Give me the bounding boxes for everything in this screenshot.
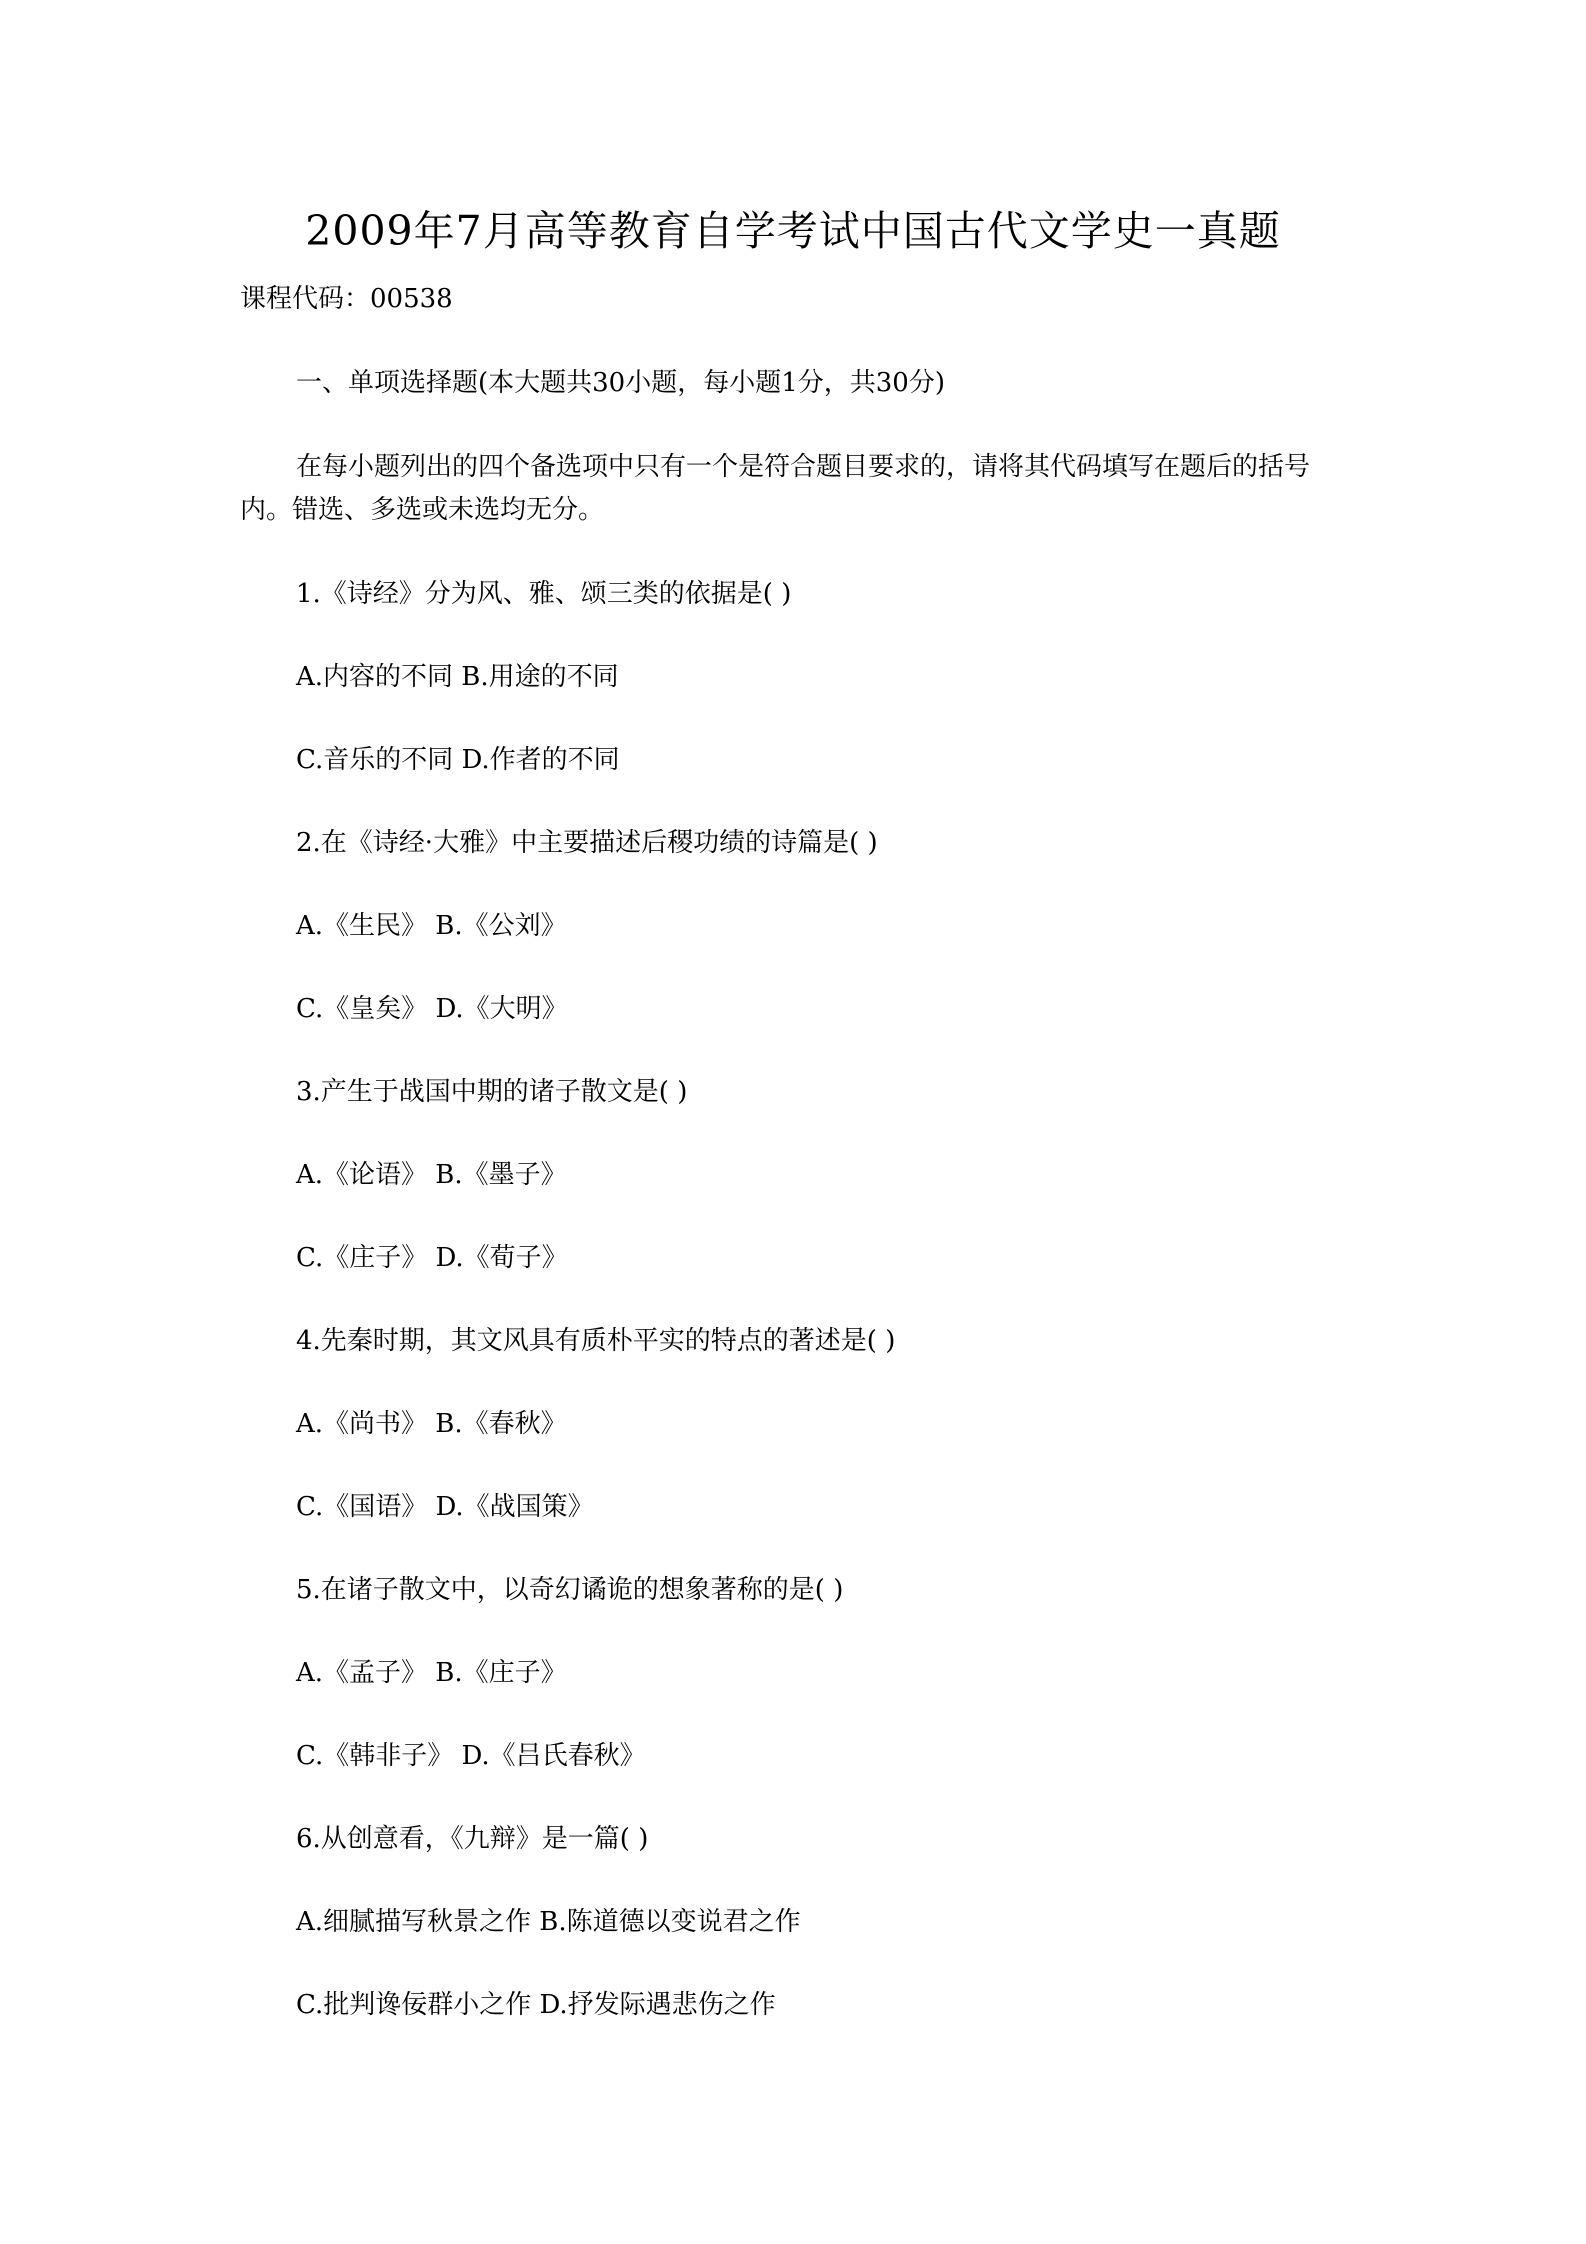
question-options: C.《庄子》 D.《荀子》 — [296, 1243, 568, 1273]
question-options: A.内容的不同 B.用途的不同 — [296, 662, 619, 692]
question-stem: 2.在《诗经·大雅》中主要描述后稷功绩的诗篇是( ) — [296, 828, 878, 858]
document-title: 2009年7月高等教育自学考试中国古代文学史一真题 — [305, 207, 1281, 255]
instructions-paragraph: 在每小题列出的四个备选项中只有一个是符合题目要求的，请将其代码填写在题后的括号内。错选、多选或未选均无分。 — [240, 452, 1311, 525]
question-options: C.《皇矣》 D.《大明》 — [296, 994, 568, 1024]
question-stem: 1.《诗经》分为风、雅、颂三类的依据是( ) — [296, 579, 792, 609]
question-stem: 3.产生于战国中期的诸子散文是( ) — [296, 1077, 688, 1107]
question-options: C.《国语》 D.《战国策》 — [296, 1492, 594, 1522]
question-stem: 6.从创意看，《九辩》是一篇( ) — [296, 1824, 649, 1854]
question-options: C.音乐的不同 D.作者的不同 — [296, 745, 620, 775]
section-heading: 一、单项选择题(本大题共30小题，每小题1分，共30分) — [296, 368, 945, 398]
course-code: 课程代码：00538 — [240, 284, 453, 314]
question-options: A.《生民》 B.《公刘》 — [296, 911, 567, 941]
question-options: A.《孟子》 B.《庄子》 — [296, 1658, 567, 1688]
question-stem: 4.先秦时期，其文风具有质朴平实的特点的著述是( ) — [296, 1326, 896, 1356]
question-options: A.《论语》 B.《墨子》 — [296, 1160, 567, 1190]
question-options: A.《尚书》 B.《春秋》 — [296, 1409, 567, 1439]
question-options: C.《韩非子》 D.《吕氏春秋》 — [296, 1741, 646, 1771]
question-options: C.批判谗佞群小之作 D.抒发际遇悲伤之作 — [296, 1990, 776, 2020]
question-options: A.细腻描写秋景之作 B.陈道德以变说君之作 — [296, 1907, 801, 1937]
question-stem: 5.在诸子散文中，以奇幻谲诡的想象著称的是( ) — [296, 1575, 844, 1605]
